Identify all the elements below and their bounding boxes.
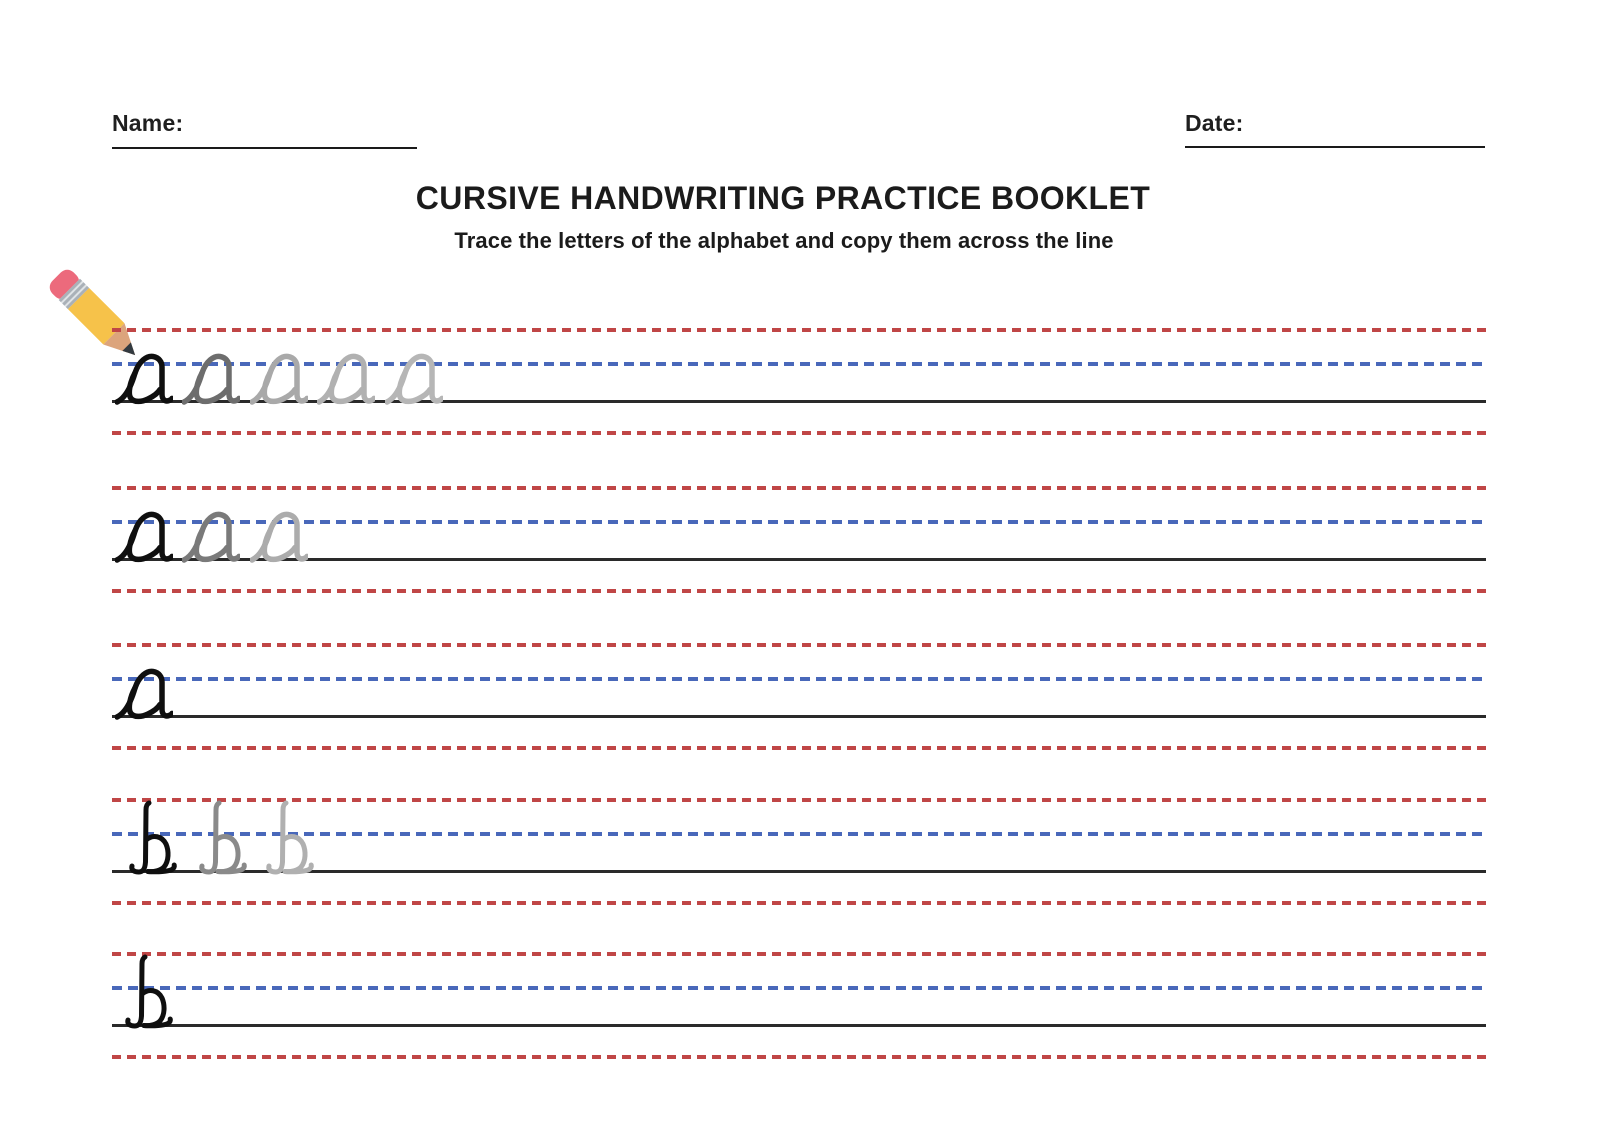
traced-letter-a (182, 511, 240, 563)
traced-letter-a (317, 353, 375, 405)
headline-red-dashed (112, 328, 1486, 332)
headline-red-dashed (112, 486, 1486, 490)
traced-letter-a (115, 353, 173, 405)
practice-row-a (112, 486, 1486, 594)
traced-letter-a (250, 511, 308, 563)
traced-letter-b (128, 800, 180, 876)
traced-letter-a (115, 511, 173, 563)
midline-blue-dashed (112, 832, 1486, 836)
practice-row-a (112, 643, 1486, 751)
baseline-solid (112, 558, 1486, 561)
practice-row-b (112, 798, 1486, 906)
name-line (112, 147, 417, 149)
baseline-solid (112, 1024, 1486, 1027)
midline-blue-dashed (112, 520, 1486, 524)
footline-red-dashed (112, 431, 1486, 435)
page-subtitle: Trace the letters of the alphabet and copy them across the line (454, 228, 1114, 253)
name-label: Name: (112, 110, 184, 136)
headline-red-dashed (112, 952, 1486, 956)
traced-letter-b (124, 954, 176, 1030)
traced-letter-a (385, 353, 443, 405)
traced-letter-a (182, 353, 240, 405)
practice-row-a (112, 328, 1486, 436)
date-line (1185, 146, 1485, 148)
midline-blue-dashed (112, 677, 1486, 681)
headline-red-dashed (112, 643, 1486, 647)
footline-red-dashed (112, 746, 1486, 750)
footline-red-dashed (112, 901, 1486, 905)
traced-letter-b (265, 800, 317, 876)
traced-letter-a (250, 353, 308, 405)
date-label: Date: (1185, 110, 1244, 136)
traced-letter-a (115, 668, 173, 720)
footline-red-dashed (112, 1055, 1486, 1059)
baseline-solid (112, 870, 1486, 873)
footline-red-dashed (112, 589, 1486, 593)
baseline-solid (112, 715, 1486, 718)
headline-red-dashed (112, 798, 1486, 802)
traced-letter-b (198, 800, 250, 876)
practice-row-b (112, 952, 1486, 1060)
page-title: CURSIVE HANDWRITING PRACTICE BOOKLET (415, 180, 1151, 216)
midline-blue-dashed (112, 986, 1486, 990)
